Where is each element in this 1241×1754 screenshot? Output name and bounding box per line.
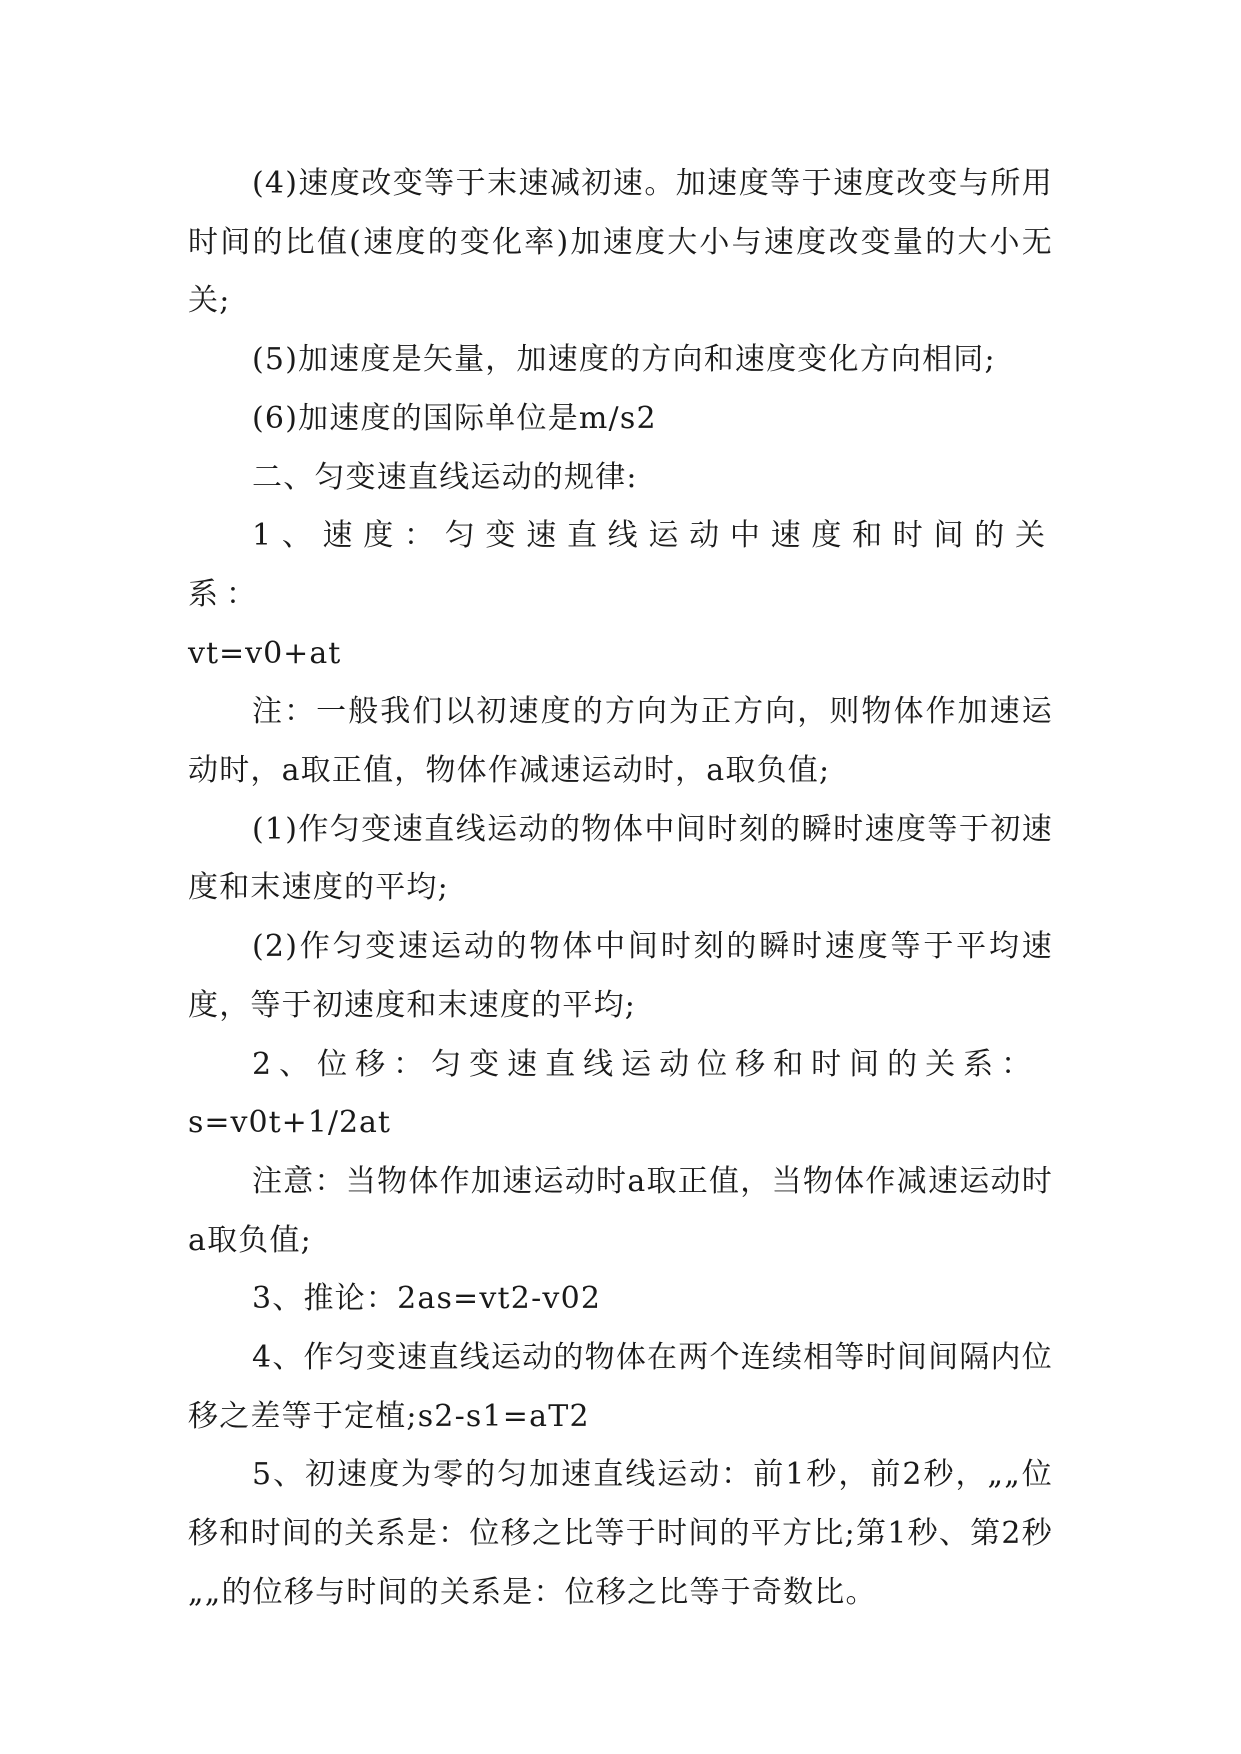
paragraph-acceleration-definition: (4)速度改变等于末速减初速。加速度等于速度改变与所用时间的比值(速度的变化率)加速度大小与速度改变量的大小无关; <box>188 166 1053 319</box>
paragraph-zero-initial-velocity: 5、初速度为零的匀加速直线运动：前1秒，前2秒，„„位移和时间的关系是：位移之比等于时间的平方比;第1秒、第2秒„„的位移与时间的关系是：位移之比等于奇数比。 <box>188 1457 1053 1610</box>
velocity-formula: vt=v0+at <box>188 635 342 671</box>
paragraph-acceleration-unit: (6)加速度的国际单位是m/s2 <box>252 400 657 436</box>
displacement-formula-label: 2、位移：匀变速直线运动位移和时间的关系： <box>252 1046 1040 1082</box>
paragraph-corollary: 3、推论：2as=vt2-v02 <box>252 1281 602 1317</box>
velocity-formula-label: 1、速度：匀变速直线运动中速度和时间的关系： <box>188 518 1053 612</box>
document-body <box>188 155 1053 1623</box>
paragraph-displacement-note: 注意：当物体作加速运动时a取正值，当物体作减速运动时a取负值; <box>188 1163 1053 1258</box>
displacement-formula: s=v0t+1/2at <box>188 1105 391 1141</box>
paragraph-midpoint-velocity-2: (2)作匀变速运动的物体中间时刻的瞬时速度等于平均速度，等于初速度和末速度的平均; <box>188 929 1053 1023</box>
section-heading-uniform-motion: 二、匀变速直线运动的规律: <box>252 459 638 495</box>
paragraph-consecutive-intervals: 4、作匀变速直线运动的物体在两个连续相等时间间隔内位移之差等于定植;s2-s1=aT2 <box>188 1340 1053 1434</box>
paragraph-velocity-formula <box>188 507 1053 683</box>
paragraph-acceleration-vector: (5)加速度是矢量，加速度的方向和速度变化方向相同; <box>252 342 996 378</box>
paragraph-velocity-note: 注：一般我们以初速度的方向为正方向，则物体作加速运动时，a取正值，物体作减速运动时，a取负值; <box>188 694 1053 789</box>
paragraph-midpoint-velocity-1: (1)作匀变速直线运动的物体中间时刻的瞬时速度等于初速度和末速度的平均; <box>188 811 1053 906</box>
paragraph-displacement-formula <box>188 1036 1053 1153</box>
